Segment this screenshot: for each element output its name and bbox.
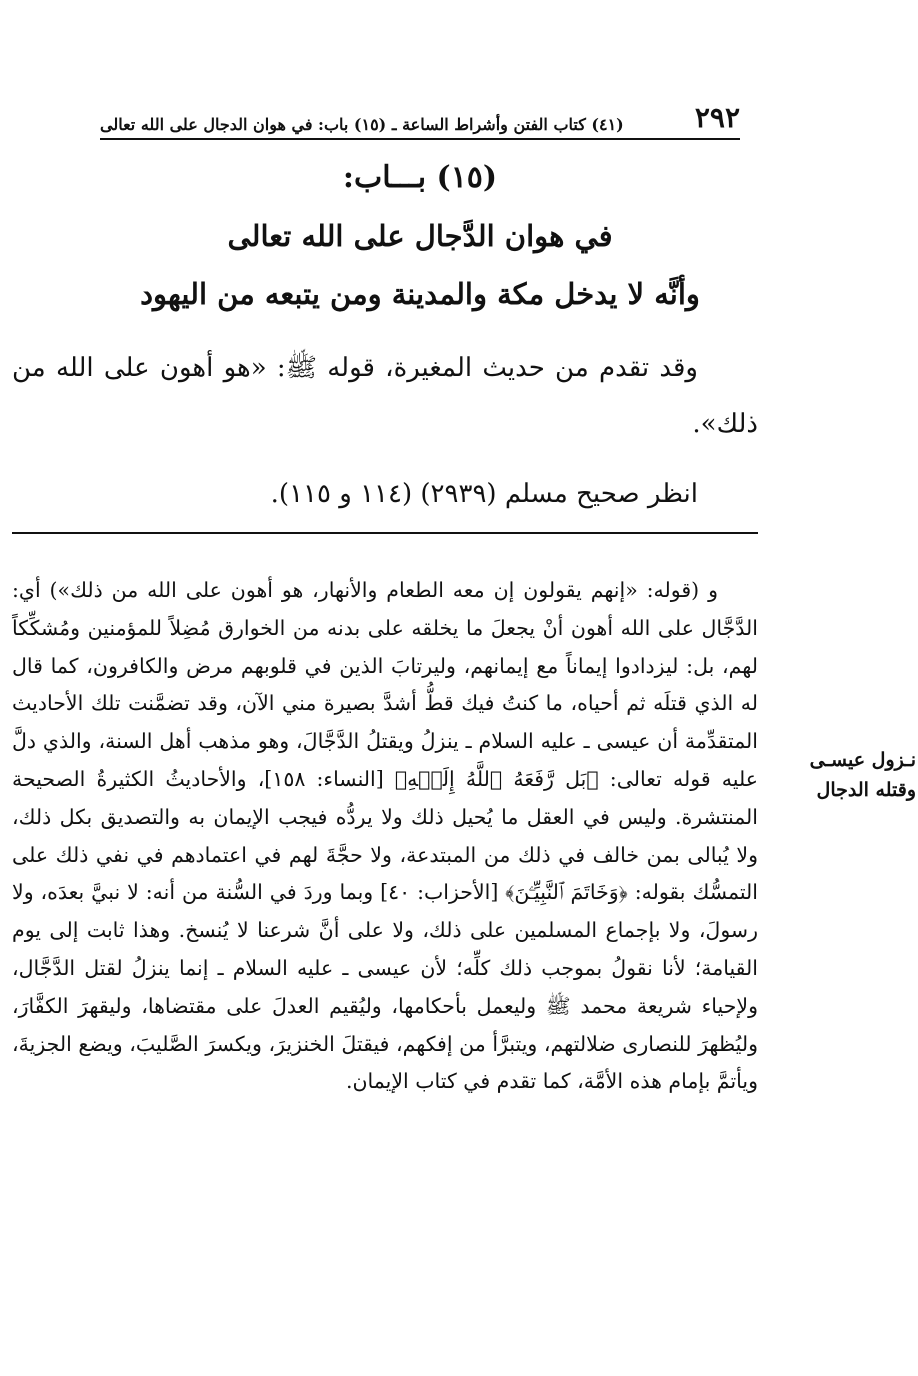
hadith-reference: انظر صحيح مسلم (٢٩٣٩) (١١٤ و ١١٥). xyxy=(270,479,698,509)
commentary-paragraph: و (قوله: «إنهم يقولون إن معه الطعام والأنهار، هو أهون على الله من ذلك») أي: الدَّجَّال على الله أهون أنْ يجعلَ ما يخلقه على بدنه من الخوارق مُضِلاً للمؤمنين ومُشكِّكاً لهم، بل: ليزدادوا إيماناً مع إيمانهم، وليرتابَ الذين في قلوبهم مرض والكافرون، كما قال له الذي قتلَه ثم أحياه، ما كنتُ فيك قطُّ أشدَّ بصيرة مني الآن، وقد تضمَّنت تلك الأحاديث المتقدِّمة أن عيسى ـ عليه السلام ـ ينزلُ ويقتلُ الدَّجَّالَ، وهو مذهب أهل السنة، والذي دلَّ عليه قوله تعالى: ﴿بَل رَّفَعَهُ ٱللَّهُ إِلَيۡهِ﴾ [النساء: ١٥٨]، والأحاديثُ الكثيرةُ الصحيحة المنتشرة. وليس في العقل ما يُحيل ذلك ولا يردُّه فيجب الإيمان به والتصديق بكل ذلك، ولا يُبالى بمن خالف في ذلك من المبتدعة، ولا حجَّةَ لهم في اعتمادهم في نفي ذلك على التمسُّك بقوله: ﴿وَخَاتَمَ ٱلنَّبِيِّـۧنَ﴾ [الأحزاب: ٤٠] وبما وردَ في السُّنة من أنه: لا نبيَّ بعدَه، ولا رسولَ، ولا بإجماع المسلمين على ذلك، ولا على أنَّ شرعنا لا يُنسخ. وهذا ثابت إلى يوم القيامة؛ لأنا نقولُ بموجب ذلك كلِّه؛ لأن عيسى ـ عليه السلام ـ إنما ينزلُ لقتل الدَّجَّال، ولإحياء شريعة محمد ﷺ وليعمل بأحكامها، وليُقيم العدلَ على مقتضاها، وليقهرَ الكفَّارَ، وليُظهرَ للنصارى ضلالتهم، ويتبرَّأ من إفكهم، فيقتلَ الخنزيرَ، ويكسرَ الصَّليبَ، ويضع الجزيةَ، ويأتمَّ بإمام هذه الأمَّة، كما تقدم في كتاب الإيمان. xyxy=(12,578,758,1094)
chapter-label: (١٥) بـــاب: xyxy=(342,160,498,195)
chapter-title-line-2: وأنَّه لا يدخل مكة والمدينة ومن يتبعه من اليهود xyxy=(140,277,700,311)
margin-note-line-1: نـزول عيسـى xyxy=(809,749,916,771)
main-paragraph: وقد تقدم من حديث المغيرة، قوله ﷺ: «هو أهون على الله من ذلك». xyxy=(12,353,758,439)
margin-note xyxy=(766,745,916,805)
main-text xyxy=(12,340,758,522)
page-number: ٢٩٢ xyxy=(694,101,740,134)
commentary xyxy=(12,572,758,1101)
separator-rule xyxy=(12,532,758,534)
margin-note-line-2: وقتله الدجال xyxy=(816,779,916,801)
running-head-title: (٤١) كتاب الفتن وأشراط الساعة ـ (١٥) باب: في هوان الدجال على الله تعالى xyxy=(100,115,624,134)
chapter-heading xyxy=(40,160,800,329)
running-head xyxy=(100,98,740,140)
chapter-title-line-1: في هوان الدَّجال على الله تعالى xyxy=(227,219,613,253)
